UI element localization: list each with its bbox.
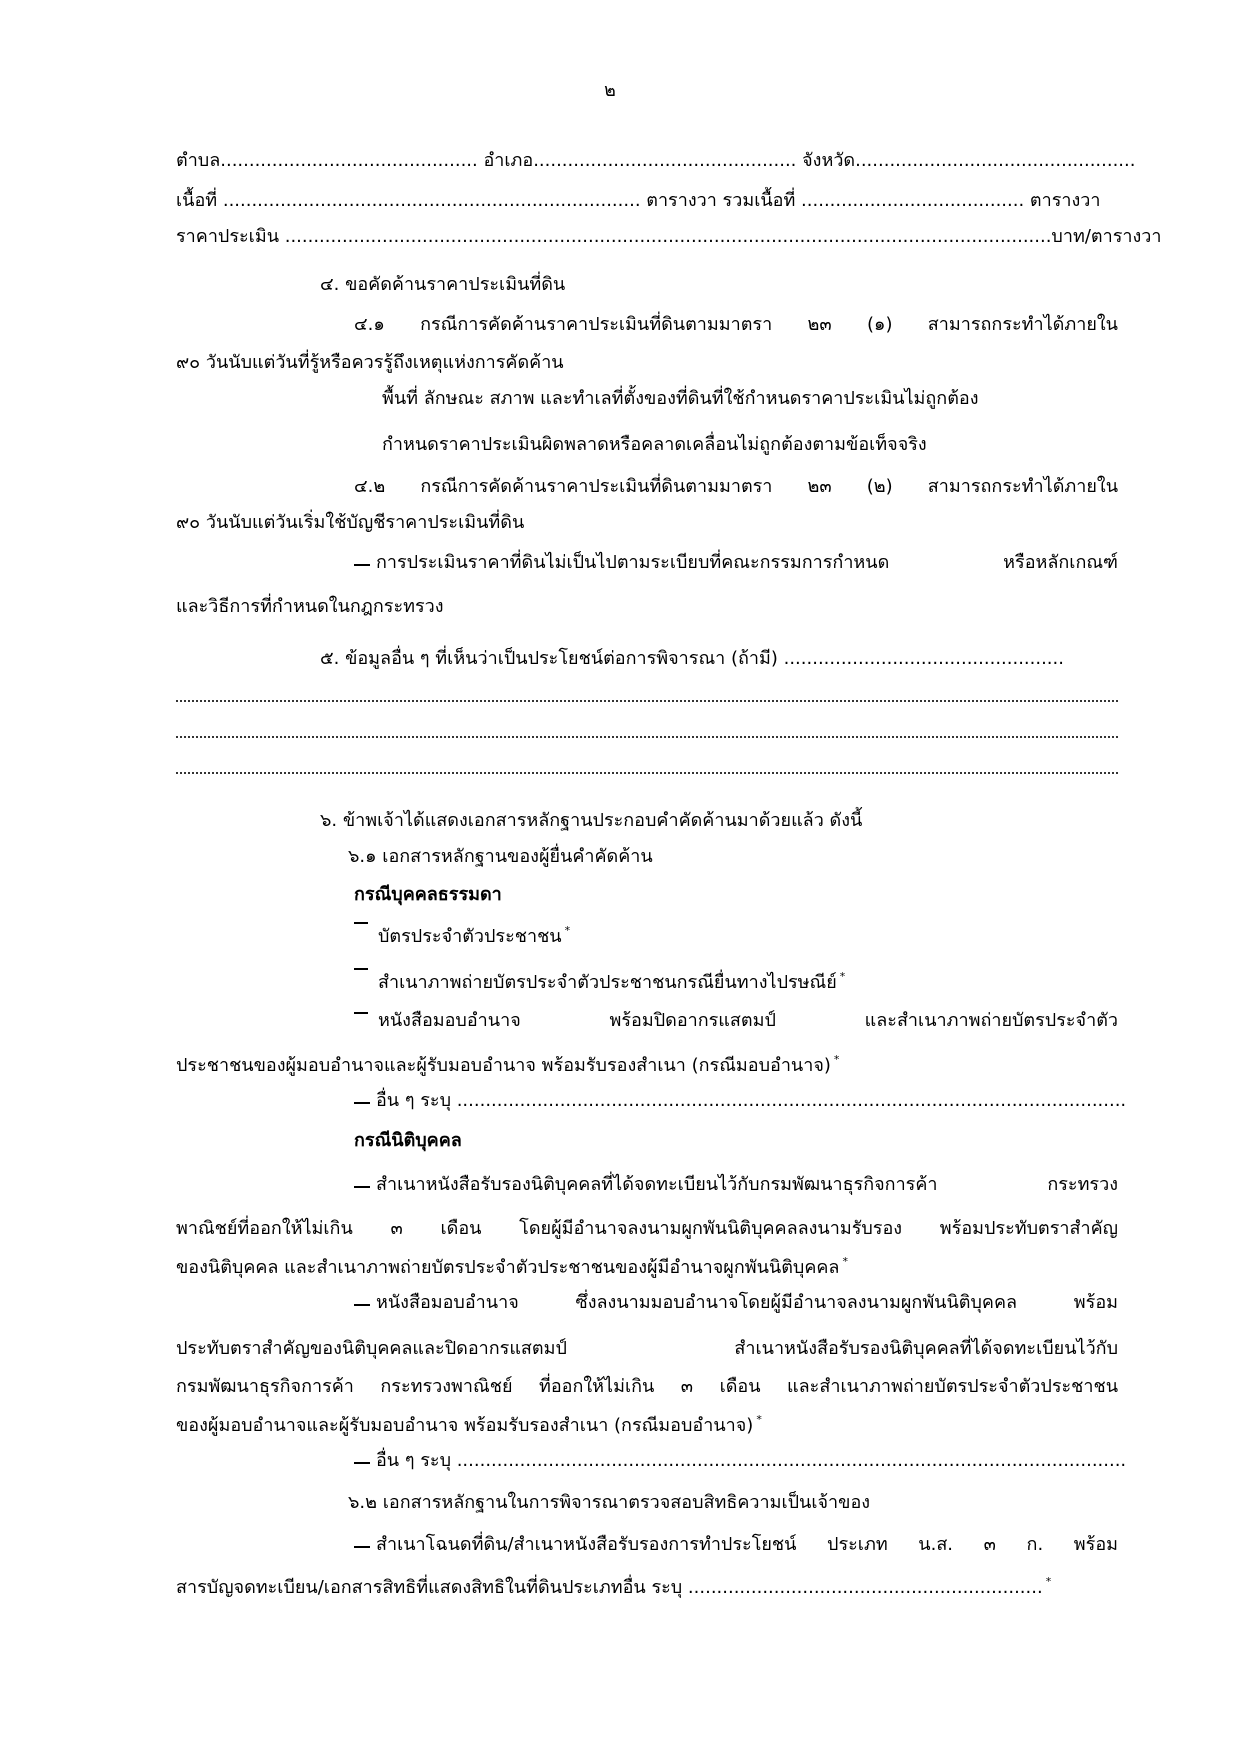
section-4-title: ๔. ขอคัดค้านราคาประเมินที่ดิน (320, 274, 566, 295)
section-4-2-option-1[interactable] (354, 554, 1118, 572)
checkbox[interactable] (354, 1092, 370, 1104)
section-4-2-option-1-cont: และวิธีการที่กำหนดในกฎกระทรวง (176, 596, 444, 617)
section-4-2-option-1-text: การประเมินราคาที่ดินไม่เป็นไปตามระเบียบที่คณะกรรมการกำหนด หรือหลักเกณฑ์ (376, 552, 1118, 573)
section-4-2-line-1: ๔.๒ กรณีการคัดค้านราคาประเมินที่ดินตามมาตรา ๒๓ (๒) สามารถกระทำได้ภายใน (354, 476, 1118, 497)
juristic-poa-option[interactable] (354, 1294, 1118, 1312)
required-mark: * (839, 970, 846, 983)
section-6-2-title: ๖.๒ เอกสารหลักฐานในการพิจารณาตรวจสอบสิทธิความเป็นเจ้าของ (348, 1492, 871, 1513)
juristic-cert-cont-2-text: ของนิติบุคคล และสำเนาภาพถ่ายบัตรประจำตัวประชาชนของผู้มีอำนาจผูกพันนิติบุคคล (176, 1257, 840, 1278)
natural-poa-cont-text: ประชาชนของผู้มอบอำนาจและผู้รับมอบอำนาจ พร้อมรับรองสำเนา (กรณีมอบอำนาจ) (176, 1055, 831, 1076)
checkbox[interactable] (354, 1294, 370, 1306)
natural-poa-option[interactable] (354, 1012, 1118, 1030)
price-field-line: ราคาประเมิน ......................................................................................................................................บาท/ตารางวา (176, 226, 1162, 247)
juristic-cert-text: สำเนาหนังสือรับรองนิติบุคคลที่ได้จดทะเบียนไว้กับกรมพัฒนาธุรกิจการค้า กระทรวง (376, 1174, 1118, 1195)
area-field-line: เนื้อที่ ......................................................................... ตารางวา รวมเนื้อที่ ....................................... ตารางวา (176, 190, 1101, 211)
deed-cont-text: สารบัญจดทะเบียน/เอกสารสิทธิที่แสดงสิทธิในที่ดินประเภทอื่น ระบุ .............................................................. (176, 1577, 1043, 1598)
section-5-title: ๕. ข้อมูลอื่น ๆ ที่เห็นว่าเป็นประโยชน์ต่อการพิจารณา (ถ้ามี) ................................................. (320, 648, 1064, 669)
section-4-1-option-1[interactable]: พื้นที่ ลักษณะ สภาพ และทำเลที่ตั้งของที่ดินที่ใช้กำหนดราคาประเมินไม่ถูกต้อง (382, 388, 979, 409)
section-6-1-title: ๖.๑ เอกสารหลักฐานของผู้ยื่นคำคัดค้าน (348, 846, 653, 867)
checkbox[interactable] (354, 968, 368, 978)
juristic-poa-cont-3 (176, 1414, 762, 1435)
required-mark: * (756, 1413, 762, 1426)
juristic-cert-cont-1: พาณิชย์ที่ออกให้ไม่เกิน ๓ เดือน โดยผู้มีอำนาจลงนามผูกพันนิติบุคคลลงนามรับรอง พร้อมประทับตราสำคัญ (176, 1218, 1118, 1239)
natural-other-label: อื่น ๆ ระบุ ..................................................................................................................... (376, 1090, 1127, 1111)
section-4-1-line-1: ๔.๑ กรณีการคัดค้านราคาประเมินที่ดินตามมาตรา ๒๓ (๑) สามารถกระทำได้ภายใน (354, 314, 1118, 335)
section-4-2-line-2: ๙๐ วันนับแต่วันเริ่มใช้บัญชีราคาประเมินที่ดิน (176, 512, 525, 533)
required-mark: * (1045, 1575, 1052, 1588)
natural-poa-text: หนังสือมอบอำนาจ พร้อมปิดอากรแสตมป์ และสำเนาภาพถ่ายบัตรประจำตัว (378, 1010, 1118, 1031)
natural-person-heading: กรณีบุคคลธรรมดา (354, 884, 502, 905)
page-number: ๒ (604, 80, 616, 101)
juristic-poa-cont-3-text: ของผู้มอบอำนาจและผู้รับมอบอำนาจ พร้อมรับรองสำเนา (กรณีมอบอำนาจ) (176, 1415, 754, 1436)
required-mark: * (842, 1255, 848, 1268)
checkbox[interactable] (354, 922, 368, 932)
checkbox[interactable] (354, 1452, 370, 1464)
natural-poa-cont (176, 1054, 839, 1075)
deed-option[interactable] (354, 1536, 1118, 1554)
fill-line[interactable] (176, 772, 1118, 774)
section-6-title: ๖. ข้าพเจ้าได้แสดงเอกสารหลักฐานประกอบคำคัดค้านมาด้วยแล้ว ดังนี้ (320, 810, 863, 831)
section-4-1-option-2[interactable]: กำหนดราคาประเมินผิดพลาดหรือคลาดเคลื่อนไม่ถูกต้องตามข้อเท็จจริง (382, 434, 927, 455)
checkbox[interactable] (354, 554, 370, 566)
id-copy-post-option[interactable] (354, 968, 845, 992)
section-4-1-line-2: ๙๐ วันนับแต่วันที่รู้หรือควรรู้ถึงเหตุแห่งการคัดค้าน (176, 352, 564, 373)
juristic-poa-text: หนังสือมอบอำนาจ ซึ่งลงนามมอบอำนาจโดยผู้มีอำนาจลงนามผูกพันนิติบุคคล พร้อม (376, 1292, 1118, 1313)
juristic-cert-cont-2 (176, 1256, 848, 1277)
juristic-other-option[interactable] (354, 1452, 1126, 1470)
deed-text: สำเนาโฉนดที่ดิน/สำเนาหนังสือรับรองการทำประโยชน์ ประเภท น.ส. ๓ ก. พร้อม (376, 1534, 1118, 1555)
natural-other-option[interactable] (354, 1092, 1126, 1110)
id-card-label: บัตรประจำตัวประชาชน (378, 926, 562, 947)
checkbox[interactable] (354, 1012, 368, 1022)
required-mark: * (833, 1053, 840, 1066)
deed-cont (176, 1576, 1051, 1597)
juristic-other-label: อื่น ๆ ระบุ ..................................................................................................................... (376, 1450, 1127, 1471)
required-mark: * (564, 924, 571, 937)
id-card-option[interactable] (354, 922, 570, 946)
location-field-line: ตำบล............................................. อำเภอ.............................................. จังหวัด................................................. (176, 150, 1136, 171)
fill-line[interactable] (176, 736, 1118, 738)
juristic-person-heading: กรณีนิติบุคคล (354, 1130, 462, 1151)
fill-line[interactable] (176, 700, 1118, 702)
juristic-poa-cont-2: กรมพัฒนาธุรกิจการค้า กระทรวงพาณิชย์ ที่ออกให้ไม่เกิน ๓ เดือน และสำเนาภาพถ่ายบัตรประจำตัวประชาชน (176, 1376, 1118, 1397)
checkbox[interactable] (354, 1536, 370, 1548)
juristic-poa-cont-1: ประทับตราสำคัญของนิติบุคคลและปิดอากรแสตมป์ สำเนาหนังสือรับรองนิติบุคคลที่ได้จดทะเบียนไว้กับ (176, 1338, 1118, 1359)
juristic-cert-option[interactable] (354, 1176, 1118, 1194)
checkbox[interactable] (354, 1176, 370, 1188)
id-copy-post-label: สำเนาภาพถ่ายบัตรประจำตัวประชาชนกรณียื่นทางไปรษณีย์ (378, 972, 837, 993)
